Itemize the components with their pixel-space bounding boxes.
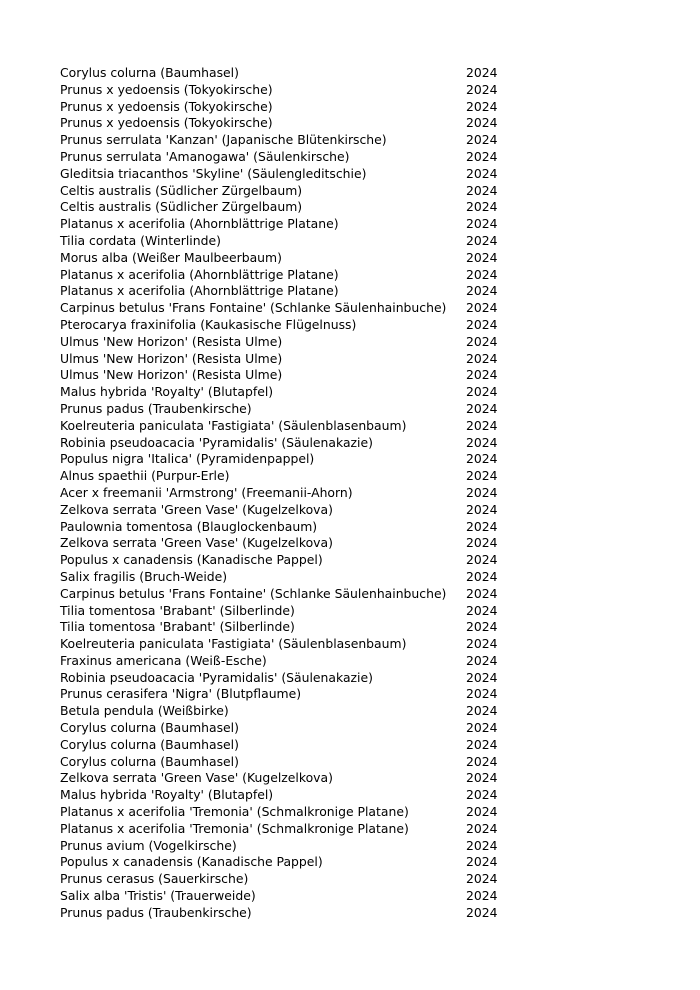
planting-year: 2024 [466, 199, 498, 215]
tree-species-name: Corylus colurna (Baumhasel) [60, 65, 239, 80]
list-item [60, 65, 520, 82]
list-item [60, 653, 520, 670]
tree-species-name: Platanus x acerifolia 'Tremonia' (Schmalkronige Platane) [60, 804, 409, 820]
list-item [60, 888, 520, 905]
tree-species-name: Prunus cerasus (Sauerkirsche) [60, 871, 249, 887]
list-item [60, 871, 520, 888]
list-item [60, 754, 520, 771]
list-item [60, 552, 520, 569]
tree-species-name: Populus x canadensis (Kanadische Pappel) [60, 854, 323, 870]
list-item [60, 535, 520, 552]
tree-species-name: Koelreuteria paniculata 'Fastigiata' (Säulenblasenbaum) [60, 417, 407, 433]
planting-year: 2024 [466, 300, 498, 316]
tree-species-name: Zelkova serrata 'Green Vase' (Kugelzelkova) [60, 770, 333, 786]
planting-year: 2024 [466, 400, 498, 416]
tree-species-name: Paulownia tomentosa (Blauglockenbaum) [60, 518, 318, 534]
tree-species-name: Populus nigra 'Italica' (Pyramidenpappel) [60, 451, 315, 467]
tree-species-name: Populus x canadensis (Kanadische Pappel) [60, 552, 323, 568]
tree-planting-list [60, 65, 520, 922]
planting-year: 2024 [466, 871, 498, 887]
tree-species-name: Tilia cordata (Winterlinde) [60, 232, 221, 248]
planting-year: 2024 [466, 115, 498, 131]
tree-species-name: Corylus colurna (Baumhasel) [60, 736, 239, 752]
planting-year: 2024 [466, 854, 498, 870]
list-item [60, 250, 520, 267]
list-item [60, 283, 520, 300]
tree-species-name: Platanus x acerifolia (Ahornblättrige Platane) [60, 283, 339, 299]
tree-species-name: Prunus x yedoensis (Tokyokirsche) [60, 115, 273, 131]
list-item [60, 586, 520, 603]
tree-species-name: Zelkova serrata 'Green Vase' (Kugelzelkova) [60, 535, 333, 551]
tree-species-name: Acer x freemanii 'Armstrong' (Freemanii-Ahorn) [60, 484, 353, 500]
tree-species-name: Prunus x yedoensis (Tokyokirsche) [60, 98, 273, 114]
list-item [60, 367, 520, 384]
planting-year: 2024 [466, 602, 498, 618]
list-item [60, 115, 520, 132]
planting-year: 2024 [466, 316, 498, 332]
tree-species-name: Morus alba (Weißer Maulbeerbaum) [60, 249, 282, 265]
tree-species-name: Prunus serrulata 'Amanogawa' (Säulenkirsche) [60, 148, 350, 164]
list-item [60, 603, 520, 620]
list-item [60, 502, 520, 519]
planting-year: 2024 [466, 148, 498, 164]
list-item [60, 787, 520, 804]
planting-year: 2024 [466, 484, 498, 500]
planting-year: 2024 [466, 787, 498, 803]
tree-species-name: Prunus x yedoensis (Tokyokirsche) [60, 81, 273, 97]
planting-year: 2024 [466, 182, 498, 198]
list-item [60, 770, 520, 787]
tree-species-name: Malus hybrida 'Royalty' (Blutapfel) [60, 384, 274, 400]
planting-year: 2024 [466, 266, 498, 282]
tree-species-name: Robinia pseudoacacia 'Pyramidalis' (Säulenakazie) [60, 669, 373, 685]
planting-year: 2024 [466, 451, 498, 467]
list-item [60, 905, 520, 922]
tree-species-name: Betula pendula (Weißbirke) [60, 703, 229, 719]
list-item [60, 569, 520, 586]
planting-year: 2024 [466, 468, 498, 484]
tree-species-name: Carpinus betulus 'Frans Fontaine' (Schlanke Säulenhainbuche) [60, 585, 447, 601]
list-item [60, 99, 520, 116]
tree-species-name: Robinia pseudoacacia 'Pyramidalis' (Säulenakazie) [60, 434, 373, 450]
tree-species-name: Gleditsia triacanthos 'Skyline' (Säulengleditschie) [60, 165, 367, 181]
list-item [60, 351, 520, 368]
list-item [60, 468, 520, 485]
tree-species-name: Salix fragilis (Bruch-Weide) [60, 568, 228, 584]
list-item [60, 686, 520, 703]
list-item [60, 183, 520, 200]
list-item [60, 838, 520, 855]
planting-year: 2024 [466, 904, 498, 920]
planting-year: 2024 [466, 333, 498, 349]
list-item [60, 216, 520, 233]
planting-year: 2024 [466, 81, 498, 97]
tree-species-name: Fraxinus americana (Weiß-Esche) [60, 652, 267, 668]
planting-year: 2024 [466, 350, 498, 366]
list-item [60, 485, 520, 502]
list-item [60, 317, 520, 334]
tree-species-name: Corylus colurna (Baumhasel) [60, 753, 239, 769]
tree-species-name: Ulmus 'New Horizon' (Resista Ulme) [60, 350, 283, 366]
list-item [60, 384, 520, 401]
tree-species-name: Pterocarya fraxinifolia (Kaukasische Flügelnuss) [60, 316, 357, 332]
planting-year: 2024 [466, 132, 498, 148]
planting-year: 2024 [466, 98, 498, 114]
list-item [60, 804, 520, 821]
planting-year: 2024 [466, 820, 498, 836]
planting-year: 2024 [466, 888, 498, 904]
tree-species-name: Prunus padus (Traubenkirsche) [60, 904, 252, 920]
planting-year: 2024 [466, 837, 498, 853]
list-item [60, 401, 520, 418]
planting-year: 2024 [466, 652, 498, 668]
planting-year: 2024 [466, 636, 498, 652]
planting-year: 2024 [466, 283, 498, 299]
planting-year: 2024 [466, 720, 498, 736]
tree-species-name: Corylus colurna (Baumhasel) [60, 720, 239, 736]
planting-year: 2024 [466, 669, 498, 685]
tree-species-name: Zelkova serrata 'Green Vase' (Kugelzelkova) [60, 501, 333, 517]
planting-year: 2024 [466, 535, 498, 551]
tree-species-name: Tilia tomentosa 'Brabant' (Silberlinde) [60, 619, 295, 635]
list-item [60, 636, 520, 653]
list-item [60, 737, 520, 754]
list-item [60, 300, 520, 317]
list-item [60, 233, 520, 250]
planting-year: 2024 [466, 232, 498, 248]
list-item [60, 418, 520, 435]
planting-year: 2024 [466, 753, 498, 769]
tree-species-name: Ulmus 'New Horizon' (Resista Ulme) [60, 333, 283, 349]
planting-year: 2024 [466, 367, 498, 383]
tree-species-name: Salix alba 'Tristis' (Trauerweide) [60, 888, 256, 904]
list-item [60, 670, 520, 687]
list-item [60, 199, 520, 216]
planting-year: 2024 [466, 686, 498, 702]
tree-species-name: Alnus spaethii (Purpur-Erle) [60, 468, 230, 484]
list-item [60, 334, 520, 351]
tree-species-name: Tilia tomentosa 'Brabant' (Silberlinde) [60, 602, 295, 618]
tree-species-name: Prunus cerasifera 'Nigra' (Blutpflaume) [60, 686, 302, 702]
tree-species-name: Ulmus 'New Horizon' (Resista Ulme) [60, 367, 283, 383]
list-item [60, 619, 520, 636]
planting-year: 2024 [466, 384, 498, 400]
list-item [60, 149, 520, 166]
planting-year: 2024 [466, 501, 498, 517]
list-item [60, 166, 520, 183]
planting-year: 2024 [466, 434, 498, 450]
tree-species-name: Carpinus betulus 'Frans Fontaine' (Schlanke Säulenhainbuche) [60, 300, 447, 316]
list-item [60, 435, 520, 452]
planting-year: 2024 [466, 165, 498, 181]
tree-species-name: Celtis australis (Südlicher Zürgelbaum) [60, 199, 303, 215]
tree-species-name: Platanus x acerifolia (Ahornblättrige Platane) [60, 216, 339, 232]
planting-year: 2024 [466, 568, 498, 584]
planting-year: 2024 [466, 770, 498, 786]
list-item [60, 720, 520, 737]
planting-year: 2024 [466, 804, 498, 820]
planting-year: 2024 [466, 216, 498, 232]
tree-species-name: Platanus x acerifolia (Ahornblättrige Platane) [60, 266, 339, 282]
list-item [60, 854, 520, 871]
list-item [60, 451, 520, 468]
tree-species-name: Prunus padus (Traubenkirsche) [60, 400, 252, 416]
planting-year: 2024 [466, 65, 498, 80]
planting-year: 2024 [466, 585, 498, 601]
planting-year: 2024 [466, 417, 498, 433]
tree-species-name: Malus hybrida 'Royalty' (Blutapfel) [60, 787, 274, 803]
list-item [60, 519, 520, 536]
list-item [60, 703, 520, 720]
list-item [60, 132, 520, 149]
list-item [60, 267, 520, 284]
list-item [60, 821, 520, 838]
tree-species-name: Prunus avium (Vogelkirsche) [60, 837, 237, 853]
planting-year: 2024 [466, 619, 498, 635]
tree-species-name: Platanus x acerifolia 'Tremonia' (Schmalkronige Platane) [60, 820, 409, 836]
planting-year: 2024 [466, 249, 498, 265]
tree-species-name: Celtis australis (Südlicher Zürgelbaum) [60, 182, 303, 198]
planting-year: 2024 [466, 703, 498, 719]
list-item [60, 82, 520, 99]
tree-species-name: Koelreuteria paniculata 'Fastigiata' (Säulenblasenbaum) [60, 636, 407, 652]
tree-species-name: Prunus serrulata 'Kanzan' (Japanische Blütenkirsche) [60, 132, 387, 148]
planting-year: 2024 [466, 736, 498, 752]
planting-year: 2024 [466, 552, 498, 568]
planting-year: 2024 [466, 518, 498, 534]
